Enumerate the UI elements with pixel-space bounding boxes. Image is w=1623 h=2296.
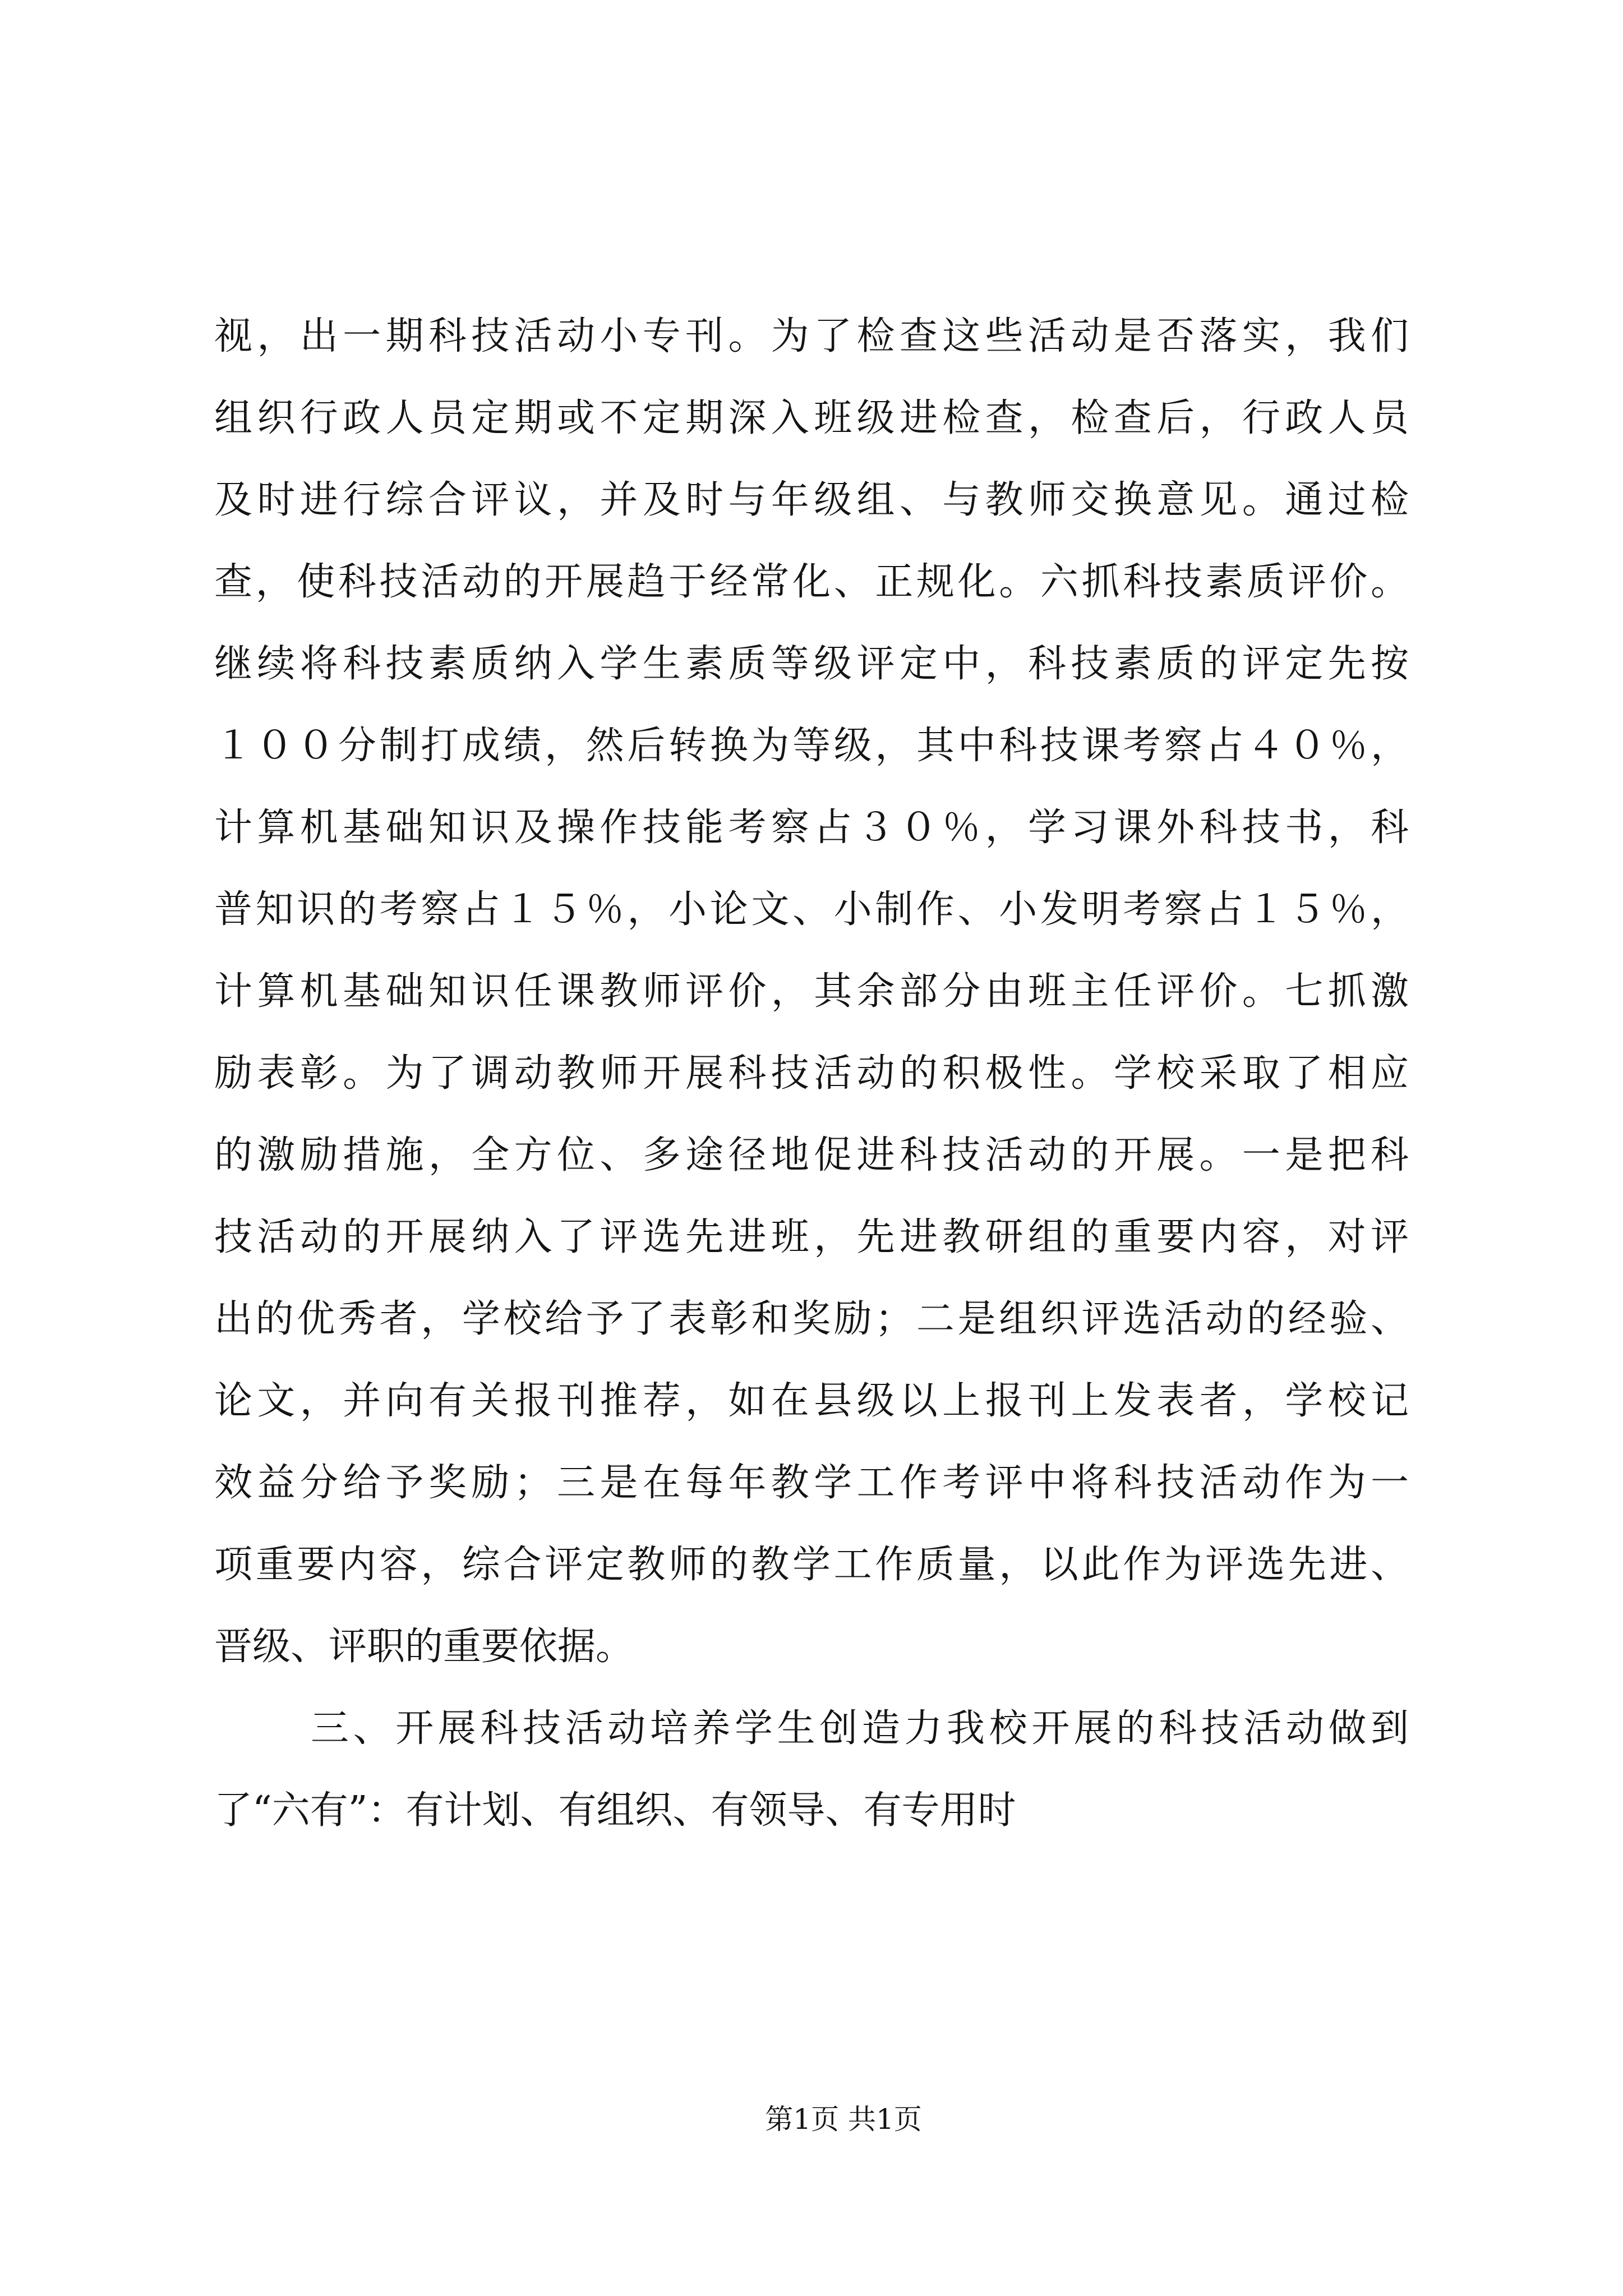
text-line: 晋级、评职的重要依据。 xyxy=(214,1625,634,1669)
text-line: 继续将科技素质纳入学生素质等级评定中，科技素质的评定先按 xyxy=(214,642,1409,686)
text-line: 论文，并向有关报刊推荐，如在县级以上报刊上发表者，学校记 xyxy=(214,1379,1409,1423)
text-line: 的激励措施，全方位、多途径地促进科技活动的开展。一是把科 xyxy=(214,1133,1409,1177)
text-line: 项重要内容，综合评定教师的教学工作质量，以此作为评选先进、 xyxy=(214,1543,1409,1587)
text-line: 技活动的开展纳入了评选先进班，先进教研组的重要内容，对评 xyxy=(214,1215,1409,1259)
text-line: 及时进行综合评议，并及时与年级组、与教师交换意见。通过检 xyxy=(214,478,1409,522)
page-footer: 第1页 共1页 xyxy=(765,2103,922,2136)
text-line: 视，出一期科技活动小专刊。为了检查这些活动是否落实，我们 xyxy=(214,314,1409,358)
document-body xyxy=(214,296,1409,1852)
text-line: 计算机基础知识及操作技能考察占３０％，学习课外科技书，科 xyxy=(214,806,1409,850)
text-line: 普知识的考察占１５％，小论文、小制作、小发明考察占１５％， xyxy=(214,887,1409,932)
text-line: 出的优秀者，学校给予了表彰和奖励；二是组织评选活动的经验、 xyxy=(214,1297,1409,1341)
paragraph xyxy=(214,296,1409,1688)
text-line: 效益分给予奖励；三是在每年教学工作考评中将科技活动作为一 xyxy=(214,1461,1409,1505)
text-line: 了“六有”：有计划、有组织、有领导、有专用时 xyxy=(214,1788,1016,1833)
text-line: 计算机基础知识任课教师评价，其余部分由班主任评价。七抓激 xyxy=(214,969,1409,1014)
text-line: １００分制打成绩，然后转换为等级，其中科技课考察占４０％， xyxy=(214,724,1409,768)
text-line: 查，使科技活动的开展趋于经常化、正规化。六抓科技素质评价。 xyxy=(214,560,1409,604)
paragraph xyxy=(214,1688,1409,1852)
text-line: 组织行政人员定期或不定期深入班级进检查，检查后，行政人员 xyxy=(214,396,1409,440)
text-line: 励表彰。为了调动教师开展科技活动的积极性。学校采取了相应 xyxy=(214,1051,1409,1096)
text-line: 三、开展科技活动培养学生创造力我校开展的科技活动做到 xyxy=(311,1706,1409,1751)
